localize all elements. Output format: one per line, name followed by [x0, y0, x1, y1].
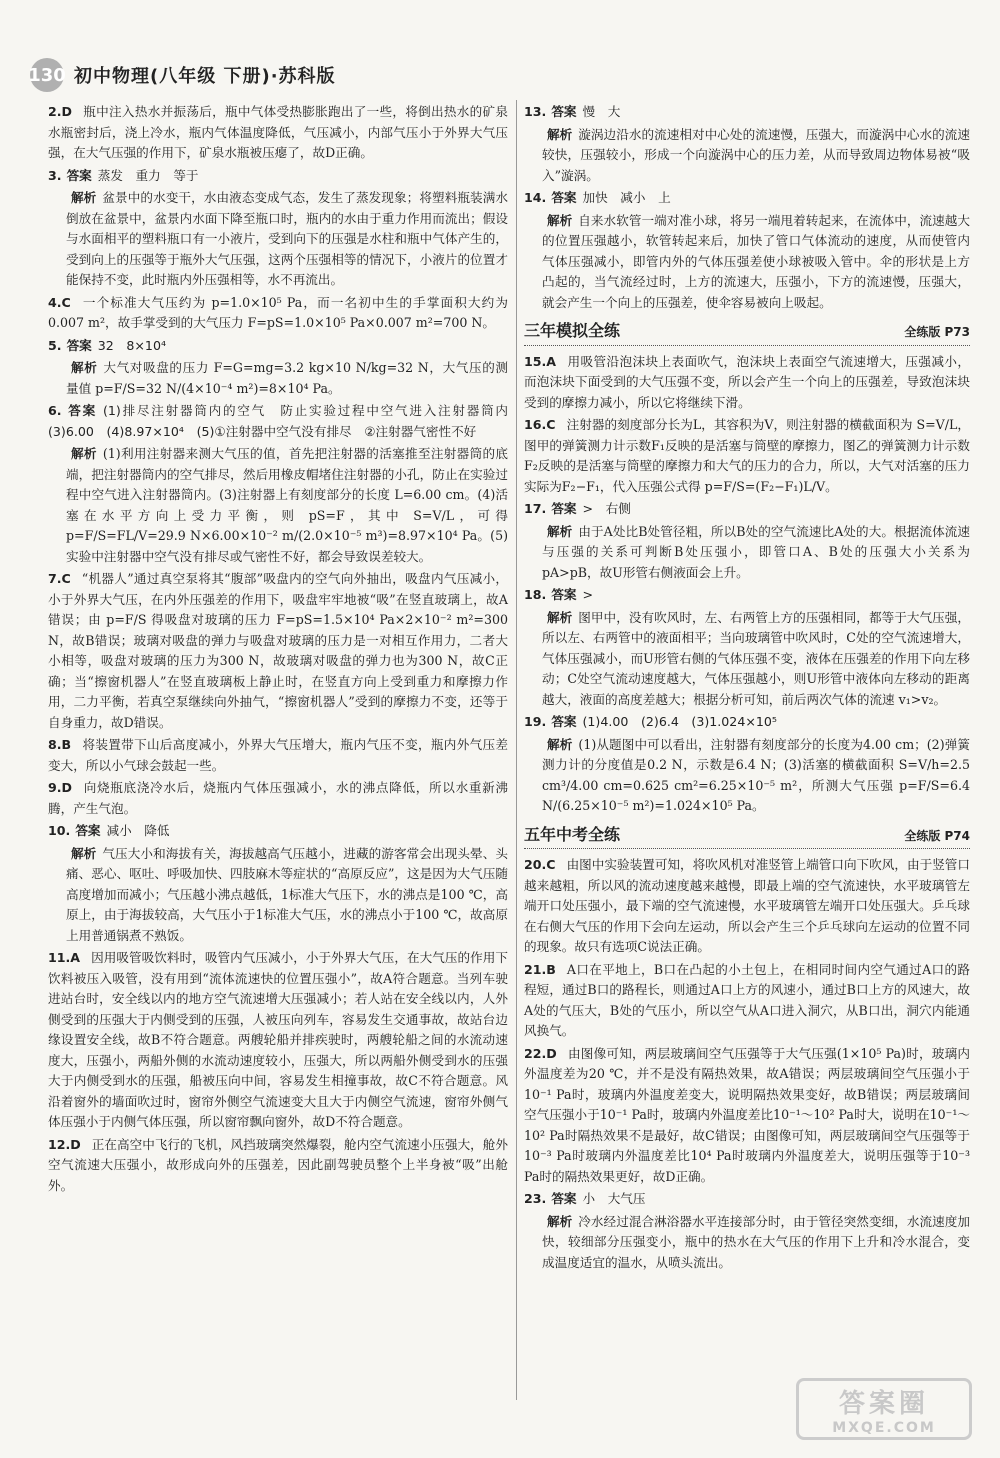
item-tag: 答案	[551, 1191, 577, 1206]
item-answer: 蒸发 重力 等于	[97, 167, 199, 183]
answer-item	[524, 188, 970, 209]
answer-item	[48, 166, 508, 187]
item-tag: 解析	[71, 845, 97, 861]
answer-item	[524, 735, 970, 817]
item-tag: 答案	[75, 823, 101, 838]
item-text: 漩涡边沿水的流速相对中心处的流速慢，压强大，而漩涡中心水的流速较快，压强较小，形成一个向漩涡中心的压力差，从而导致周边物体易被“吸入”漩涡。	[542, 126, 971, 183]
answer-item	[48, 844, 508, 947]
item-tag: 解析	[547, 212, 573, 228]
answer-item	[524, 1212, 970, 1274]
answer-item	[48, 336, 508, 357]
item-tag: 解析	[71, 446, 97, 461]
item-num: 19.	[524, 714, 547, 729]
answer-item	[524, 608, 970, 711]
item-answer: > 右侧	[582, 501, 631, 516]
item-text: 瓶中注入热水并振荡后，瓶中气体受热膨胀跑出了一些，将倒出热水的矿泉水瓶密封后，浇上冷水，瓶内气体温度降低，气压减小，内部气压小于外界大气压强，在大气压强的作用下，矿泉水瓶被压瘪了，故D正确。	[48, 104, 508, 160]
item-num: 7.C	[48, 571, 71, 586]
item-text: 用吸管沿泡沫块上表面吹气，泡沫块上表面空气流速增大，压强减小，而泡沫块下面受到的大气压强不变，所以会产生一个向上的压强差，导致泡沫块受到的摩擦力减小，所以它将继续下滑。	[524, 353, 970, 410]
item-text: 由图中实验装置可知，将吹风机对准竖管上端管口向下吹风，由于竖管口越来越粗，所以风的流动速度越来越慢，即最上端的空气流速快，水平玻璃管左端开口处压强小，最下端的空气流速慢，水平玻璃管左端开口处压强大。乒乓球在右侧大气压的作用下会向左运动，所以会产生三个乒乓球向左运动的位置不同的现象。故只有选项C说法正确。	[524, 857, 970, 954]
item-answer: 加快 减小 上	[582, 190, 671, 205]
item-tag: 答案	[66, 167, 92, 183]
item-answer: 小 大气压	[582, 1191, 646, 1206]
answer-item	[524, 415, 970, 497]
answer-item	[48, 569, 508, 733]
item-num: 6.	[48, 403, 62, 418]
item-answer: (1)4.00 (2)6.4 (3)1.024×10⁵	[582, 714, 777, 729]
item-tag: 解析	[71, 190, 97, 205]
item-text: (1)利用注射器来测大气压的值，首先把注射器的活塞推至注射器筒的底端，把注射器筒内的空气排尽，然后用橡皮帽堵住注射器的小孔，防止在实验过程中空气进入注射器筒内。(3)注射器上有刻度部分的长度 L=6.00 cm。(4)活塞在水平方向上受力平衡，则 pS=F，其中 S=V/L，可得 p=F/S=FL/V=29.9 N×6.00×10⁻² m/(2.0×10⁻⁵ m³)=8.97×10⁴ Pa。(5)实验中注射器中空气没有排尽或气密性不好，都会导致误差较大。	[66, 446, 509, 564]
item-num: 23.	[524, 1191, 547, 1206]
answer-item	[524, 1189, 970, 1210]
section-title: 五年中考全练	[524, 824, 621, 844]
item-num: 10.	[48, 823, 71, 838]
answer-item	[48, 948, 508, 1133]
item-num: 13.	[524, 104, 547, 119]
item-tag: 答案	[66, 403, 97, 418]
item-num: 11.A	[48, 950, 81, 965]
item-text: 注射器的刻度部分长为L，其容积为V，则注射器的横截面积为 S=V/L，图甲的弹簧测力计示数F₁反映的是活塞与筒壁的摩擦力，图乙的弹簧测力计示数F₂反映的是活塞与筒壁的摩擦力和大气的压力的合力，所以，大气对活塞的压力实际为F₂−F₁，代入压强公式得 p=F/S=(F₂−F₁)L/V。	[524, 417, 970, 494]
section-title: 三年模拟全练	[524, 321, 621, 340]
item-num: 3.	[48, 167, 62, 183]
watermark-logo: 答案圈 MXQE.COM	[796, 1378, 972, 1440]
item-tag: 答案	[66, 337, 92, 353]
answer-item	[48, 293, 508, 334]
item-tag: 答案	[551, 104, 577, 119]
right-items-bottom	[524, 855, 970, 1273]
answer-item	[48, 401, 521, 442]
section-ref: 全练版 P73	[904, 325, 970, 339]
item-text: 一个标准大气压约为 p=1.0×10⁵ Pa，而一名初中生的手掌面积大约为 0.007 m²，故手掌受到的大气压力 F=pS=1.0×10⁵ Pa×0.007 m²=700 N。	[48, 294, 508, 330]
section-ref: 全练版 P74	[904, 828, 970, 843]
answer-item	[48, 1135, 508, 1197]
item-text: 由图像可知，两层玻璃间空气压强等于大气压强(1×10⁵ Pa)时，玻璃内外温度差为20 ℃，并不是没有隔热效果，故A错误；两层玻璃间空气压强小于10⁻¹ Pa时，玻璃内外温度差变大，说明隔热效果变好，故B错误；两层玻璃间空气压强小于10⁻¹ Pa时，玻璃内外温度差比10⁻¹～10² Pa时大，说明在10⁻¹～10² Pa时隔热效果不是最好，故C错误；由图像可知，两层玻璃间空气压强等于10⁻³ Pa时玻璃内外温度差比10⁴ Pa时玻璃内外温度差大，说明压强等于10⁻³ Pa时的隔热效果更好，故D正确。	[524, 1045, 970, 1184]
item-num: 14.	[524, 190, 547, 205]
item-num: 15.A	[524, 353, 557, 369]
answer-item	[48, 358, 508, 399]
item-text: “机器人”通过真空泵将其“腹部”吸盘内的空气向外抽出，吸盘内气压减小，小于外界大气压，在内外压强差的作用下，吸盘牢牢地被“吸”在竖直玻璃上，故A错误；由 p=F/S 得吸盘对玻璃的压力 F=pS=1.5×10⁴ Pa×2×10⁻² m²=300 N，故B错误；玻璃对吸盘的弹力与吸盘对玻璃的压力是一对相互作用力，二者大小相等，吸盘对玻璃的压力为300 N，故玻璃对吸盘的弹力也为300 N，故C正确；当“擦窗机器人”在竖直玻璃板上静止时，在竖直方向上受到重力和摩擦力作用，二力平衡，若真空泵继续向外抽气，“擦窗机器人”受到的摩擦力不变，还等于自身重力，故D错误。	[48, 571, 508, 730]
item-num: 20.C	[524, 857, 556, 872]
item-tag: 答案	[551, 714, 577, 729]
answer-item	[524, 352, 970, 414]
answer-item	[524, 1044, 970, 1188]
item-num: 9.D	[48, 780, 73, 795]
item-text: 向烧瓶底浇冷水后，烧瓶内气体压强减小，水的沸点降低，所以水重新沸腾，产生气泡。	[48, 780, 508, 816]
item-text: 大气对吸盘的压力 F=G=mg=3.2 kg×10 N/kg=32 N，大气压的测量值 p=F/S=32 N/(4×10⁻⁴ m²)=8×10⁴ Pa。	[66, 360, 508, 396]
item-num: 21.B	[524, 961, 556, 977]
item-num: 5.	[48, 337, 62, 353]
page-number: 130	[30, 58, 64, 92]
answer-item	[48, 102, 508, 164]
right-items-top	[524, 102, 970, 313]
left-column	[48, 102, 521, 1198]
section-header-three-year	[524, 321, 970, 346]
item-answer: (1)排尽注射器筒内的空气 防止实验过程中空气进入注射器筒内 (3)6.00 (4)8.97×10⁴ (5)①注射器中空气没有排尽 ②注射器气密性不好	[48, 403, 521, 439]
item-num: 8.B	[48, 737, 72, 752]
answer-item	[524, 585, 970, 606]
item-answer: 慢 大	[582, 104, 621, 119]
item-text: 正在高空中飞行的飞机，风挡玻璃突然爆裂，舱内空气流速小压强大，舱外空气流速大压强小，故形成向外的压强差，因此副驾驶员整个上半身被“吸”出舱外。	[48, 1136, 508, 1193]
answer-item	[524, 712, 970, 733]
answer-item	[48, 778, 508, 819]
item-num: 12.D	[48, 1136, 81, 1152]
item-num: 17.	[524, 501, 547, 516]
answer-item	[524, 125, 970, 187]
item-num: 18.	[524, 587, 547, 602]
item-text: 由于A处比B处管径粗，所以B处的空气流速比A处的大。根据流体流速与压强的关系可判断B处压强小，即管口A、B处的压强大小关系为 pA>pB，故U形管右侧液面会上升。	[542, 523, 971, 580]
answer-item	[48, 735, 508, 776]
column-divider	[516, 100, 517, 1400]
book-title: 初中物理(八年级 下册)·苏科版	[74, 66, 336, 87]
item-text: 冷水经过混合淋浴器水平连接部分时，由于管径突然变细，水流速度加快，较细部分压强变小，瓶中的热水在大气压的作用下上升和冷水混合，变成温度适宜的温水，从喷头流出。	[542, 1213, 971, 1270]
item-text: 因用吸管吸饮料时，吸管内气压减小，小于外界大气压，在大气压的作用下饮料被压入吸管，没有用到“流体流速快的位置压强小”，故A符合题意。当列车驶进站台时，安全线以内的地方空气流速增大压强减小；若人站在安全线以内，人外侧受到的压强大于内侧受到的压强，人被压向列车，容易发生交通事故，故站台边缘设置安全线，故B不符合题意。两艘轮船并排疾驶时，两艘轮船之间的水流动速度大，压强小，两船外侧的水流动速度较小，压强大，所以两船外侧受到水的压强大于内侧受到水的压强，船被压向中间，容易发生相撞事故，故C不符合题意。风沿着窗外的墙面吹过时，窗帘外侧空气流速变大且大于内侧空气流速，窗帘外侧气体压强小于内侧气体压强，所以窗帘飘向窗外，故D不符合题意。	[48, 950, 508, 1129]
answer-item	[48, 821, 508, 842]
answer-item	[48, 188, 508, 291]
item-text: A口在平地上，B口在凸起的小土包上，在相同时间内空气通过A口的路程短，通过B口的路程长，则通过A口上方的风速小，通过B口上方的风速大，故A处的气压大，B处的气压小，所以空气从A口进入洞穴，从B口出，洞穴内能通风换气。	[524, 961, 970, 1038]
item-answer: 32 8×10⁴	[97, 337, 167, 353]
item-tag: 解析	[71, 360, 98, 375]
item-answer: >	[582, 587, 594, 602]
item-num: 22.D	[524, 1045, 557, 1061]
item-text: 将装置带下山后高度减小，外界大气压增大，瓶内气压不变，瓶内外气压差变大，所以小气球会鼓起一些。	[48, 737, 508, 773]
answer-item	[48, 444, 508, 567]
item-num: 16.C	[524, 417, 556, 432]
item-answer: 减小 降低	[106, 823, 170, 838]
item-tag: 解析	[547, 736, 573, 752]
item-tag: 答案	[551, 190, 577, 205]
right-items-middle	[524, 352, 970, 817]
item-num: 4.C	[48, 294, 71, 310]
item-tag: 解析	[547, 1213, 573, 1229]
item-tag: 解析	[547, 126, 573, 142]
item-num: 2.D	[48, 104, 73, 119]
answer-item	[524, 102, 970, 123]
item-text: 自来水软管一端对准小球，将另一端甩着转起来，在流体中，流速越大的位置压强越小，软管转起来后，加快了管口气体流动的速度，从而使管内气体压强减小，即管内外的气体压强差使小球被吸入管中。伞的形状是上方凸起的，当气流经过时，上方的流速大，压强小，下方的流速慢，压强大，就会产生一个向上的压强差，使伞容易被向上吸起。	[542, 212, 971, 310]
page-header	[30, 58, 336, 92]
item-tag: 答案	[551, 587, 577, 602]
item-tag: 解析	[547, 609, 573, 625]
answer-item	[524, 522, 970, 584]
answer-item	[524, 499, 970, 520]
item-text: 图甲中，没有吹风时，左、右两管上方的压强相同，都等于大气压强，所以左、右两管中的液面相平；当向玻璃管中吹风时，C处的空气流速增大，气体压强减小，而U形管右侧的气体压强不变，液体在压强差的作用下向左移动；C处空气流动速度越大，气体压强越小，则U形管中液体向左移动的距离越大，液面的高度差越大；根据分析可知，前后两次气体的流速 v₁>v₂。	[542, 609, 971, 707]
item-tag: 答案	[551, 501, 577, 516]
item-tag: 解析	[547, 523, 573, 539]
item-text: (1)从题图中可以看出，注射器有刻度部分的长度为4.00 cm；(2)弹簧测力计的分度值是0.2 N，示数是6.4 N；(3)活塞的横截面积 S=V/h=2.5 cm³/4.00 cm=0.625 cm²=6.25×10⁻⁵ m²，所测大气压强 p=F/S=6.4 N/(6.25×10⁻⁵ m²)=1.024×10⁵ Pa。	[542, 736, 971, 813]
right-column	[524, 102, 970, 1275]
answer-item	[524, 855, 970, 958]
section-header-five-year	[524, 825, 970, 850]
item-text: 气压大小和海拔有关，海拔越高气压越小，进藏的游客常会出现头晕、头痛、恶心、呕吐、呼吸加快、四肢麻木等症状的“高原反应”，这是因为大气压随高度增加而减小；气压越小沸点越低，1标准大气压下，水的沸点是100 ℃，高原上，由于海拔较高，大气压小于1标准大气压，水的沸点小于100 ℃，故高原上用普通锅煮不熟饭。	[66, 845, 509, 943]
answer-item	[524, 211, 970, 314]
answer-item	[524, 960, 970, 1042]
item-text: 盆景中的水变干，水由液态变成气态，发生了蒸发现象；将塑料瓶装满水倒放在盆景中，盆景内水面下降至瓶口时，瓶内的水由于重力作用而流出；假设与水面相平的塑料瓶口有一小液片，受到向下的压强是水柱和瓶中气体产生的，受到向上的压强等于瓶外大气压强，这两个压强相等的情况下，小液片的位置才能保持不变，此时瓶内外压强相等，水不再流出。	[66, 190, 509, 287]
